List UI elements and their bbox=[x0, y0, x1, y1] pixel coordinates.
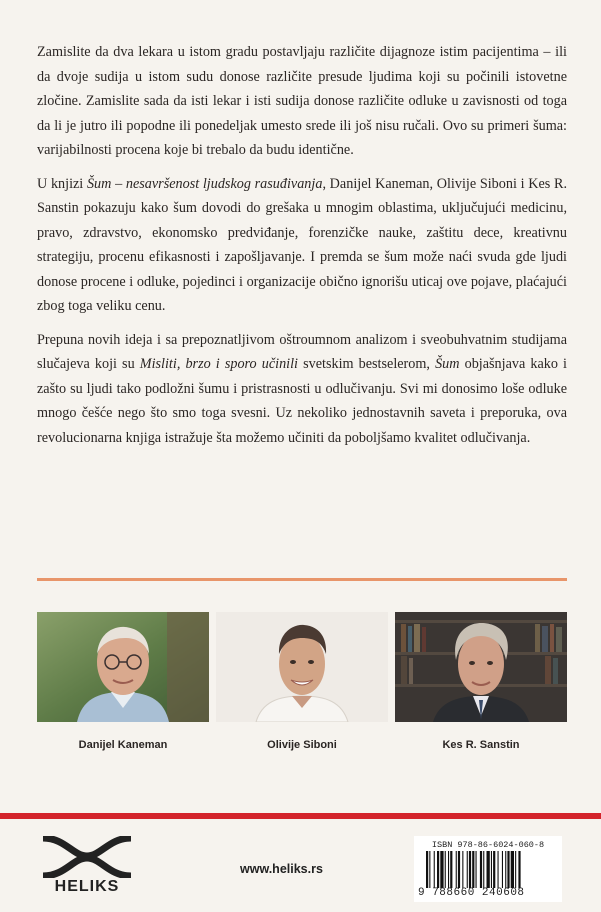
publisher-logo bbox=[37, 836, 147, 896]
blurb-p3-rest: objašnjava kako i zašto su ljudi tako podložni šumu i pristrasnosti u odlučivanju. Svi mi donosimo loše odluke mnogo češće nego što smo toga svesni. Uz nekoliko jednostavnih saveta i preporuka, ova revolucionarna knjiga istražuje šta možemo učiniti da poboljšamo kvalitet odlučivanja. bbox=[37, 356, 567, 446]
isbn-label: ISBN 978-86-6024-060-8 bbox=[431, 840, 545, 850]
author-photo-kaneman bbox=[37, 612, 209, 722]
related-book-title: Misliti, brzo i sporo bbox=[139, 356, 257, 372]
author-name: Olivije Siboni bbox=[267, 739, 337, 751]
orange-divider bbox=[37, 578, 567, 581]
author-photo-sanstin bbox=[395, 612, 567, 722]
blurb-p3-mid: svetskim bestselerom, bbox=[298, 356, 436, 372]
author-card bbox=[216, 612, 388, 751]
author-card bbox=[395, 612, 567, 751]
author-photos bbox=[37, 612, 567, 752]
publisher-name: HELIKS bbox=[54, 878, 120, 895]
red-divider bbox=[0, 813, 601, 819]
book-short-title: Šum bbox=[435, 356, 460, 372]
blurb-paragraph-3 bbox=[37, 328, 567, 451]
blurb-p3-prefix: Prepuna novih ideja i sa prepoznatljivom oštroumnom analizom i sveobuhvatnim studijama slučajeva koji su bbox=[37, 331, 567, 372]
blurb-paragraph-2 bbox=[37, 172, 567, 319]
barcode-digits: 9 788660 240608 bbox=[418, 887, 525, 899]
publisher-website[interactable]: www.heliks.rs bbox=[240, 862, 323, 876]
author-name: Danijel Kaneman bbox=[78, 739, 168, 751]
related-book-title-cont: učinili bbox=[261, 356, 298, 372]
book-title: Šum – nesavršenost ljudskog rasuđivanja bbox=[86, 175, 323, 192]
author-card bbox=[37, 612, 209, 751]
blurb-paragraph-1: Zamislite da dva lekara u istom gradu postavljaju različite dijagnoze istim pacijentima – ili da dvoje sudija u istom sudu donose različite presude ljudima koji su počinili istovetne zločine. Zamislite sada da isti lekar i isti sudija donose različite odluke u zavisnosti od toga da li je jutro ili popodne ili ponedeljak umesto srede ili još nisu ručali. Ovo su primeri šuma: varijabilnosti procena koje bi trebalo da budu identične. bbox=[37, 44, 567, 158]
blurb-p2-rest: , Danijel Kaneman, Olivije Siboni i Kes R. Sanstin pokazuju kako šum dovodi do grešaka u mnogim oblastima, uključujući medicinu, pravo, zdravstvo, ekonomsko predviđanje, forenzičke nauke, zaštitu dece, kreativnu strategiju, procenu efikasnosti i zapošljavanje. I premda se šum može naći svuda gde ljudi donose procene i odluke, pojedinci i organizacije obično ignorišu uticaj ove pojave, plaćajući zbog toga veliku cenu. bbox=[37, 175, 568, 314]
barcode-icon bbox=[426, 851, 558, 888]
author-photo-siboni bbox=[216, 612, 388, 722]
heliks-logo-icon bbox=[37, 836, 137, 878]
blurb-p2-prefix: U knjizi bbox=[37, 175, 87, 192]
blurb-text bbox=[37, 40, 567, 459]
isbn-barcode-block bbox=[414, 836, 562, 902]
author-name: Kes R. Sanstin bbox=[442, 739, 520, 751]
